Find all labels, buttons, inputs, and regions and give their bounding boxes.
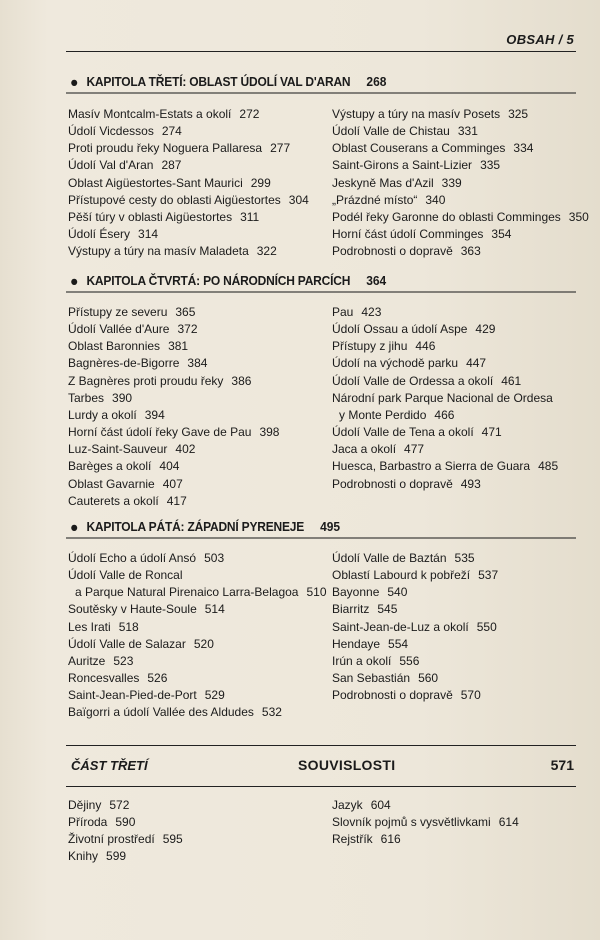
toc-entry-title: a Parque Natural Pirenaico Larra-Belagoa xyxy=(75,585,299,600)
toc-entry xyxy=(68,458,279,475)
toc-entry-page: 529 xyxy=(204,688,225,703)
toc-entry-page: 314 xyxy=(138,227,159,242)
toc-entry xyxy=(68,567,327,584)
toc-entry-page: 398 xyxy=(259,425,280,440)
toc-column-right xyxy=(332,550,498,704)
toc-entry-title: Oblast Aigüestortes-Sant Maurici xyxy=(68,175,243,190)
toc-entry-title: Jeskyně Mas d'Azil xyxy=(332,175,434,190)
toc-entry-page: 616 xyxy=(380,832,401,847)
toc-entry xyxy=(68,653,327,670)
toc-entry-page: 350 xyxy=(568,209,589,224)
toc-entry-title: Horní část údolí řeky Gave de Pau xyxy=(68,425,252,440)
toc-entry xyxy=(68,670,327,687)
toc-entry xyxy=(68,601,327,618)
toc-column-left xyxy=(68,304,279,510)
toc-entry-page: 556 xyxy=(399,653,420,668)
toc-entry xyxy=(68,140,309,157)
toc-entry-page: 334 xyxy=(513,141,534,156)
chapter-heading xyxy=(66,71,576,93)
toc-entry-title: San Sebastián xyxy=(332,671,411,686)
toc-entry-title: Údolí Valle de Chistau xyxy=(332,124,450,139)
toc-entry-title: Údolí Valle de Ordessa a okolí xyxy=(332,373,494,388)
toc-entry-page: 417 xyxy=(166,493,187,508)
toc-entry-page: 471 xyxy=(481,425,502,440)
toc-entry-title: Roncesvalles xyxy=(68,671,140,686)
toc-entry xyxy=(332,458,558,475)
toc-entry-title: „Prázdné místo“ xyxy=(332,192,418,207)
toc-column-right xyxy=(332,304,558,493)
toc-entry-title: Přístupy z jihu xyxy=(332,339,408,354)
toc-entry xyxy=(68,831,183,848)
toc-entry-page: 365 xyxy=(175,305,196,319)
toc-entry-page: 447 xyxy=(466,356,487,371)
toc-entry xyxy=(68,619,327,636)
toc-entry-page: 599 xyxy=(106,849,127,864)
toc-entry-page: 386 xyxy=(231,373,252,388)
toc-entry-title: Biarritz xyxy=(332,602,370,617)
toc-entry-title: Výstupy a túry na masív Posets xyxy=(332,107,501,121)
toc-entry-title: Údolí Val d'Aran xyxy=(68,158,154,173)
toc-column-left xyxy=(68,797,183,866)
toc-entry-title: Luz-Saint-Sauveur xyxy=(68,442,168,457)
chapter-page: 268 xyxy=(366,74,387,90)
toc-entry xyxy=(332,584,498,601)
toc-entry-title: Údolí Valle de Salazar xyxy=(68,636,186,651)
toc-entry xyxy=(332,476,558,493)
toc-entry xyxy=(332,653,498,670)
toc-entry xyxy=(332,424,558,441)
toc-entry xyxy=(332,106,589,123)
toc-entry-title: Irún a okolí xyxy=(332,653,392,668)
chapter-title: KAPITOLA ČTVRTÁ: PO NÁRODNÍCH PARCÍCH xyxy=(86,273,351,289)
toc-entry-title: Přístupy ze severu xyxy=(68,305,168,319)
toc-entry-page: 550 xyxy=(476,619,497,634)
toc-entry xyxy=(68,390,279,407)
toc-entry-page: 423 xyxy=(361,305,382,319)
toc-entry xyxy=(332,567,498,584)
toc-entry xyxy=(68,192,309,209)
toc-entry-title: Údolí Valle de Baztán xyxy=(332,551,447,565)
toc-entry xyxy=(332,636,498,653)
toc-entry xyxy=(332,390,558,407)
toc-entry xyxy=(332,338,558,355)
toc-entry-page: 554 xyxy=(388,636,409,651)
toc-entry xyxy=(68,355,279,372)
toc-entry-title: Slovník pojmů s vysvětlivkami xyxy=(332,815,491,830)
chapter-page: 495 xyxy=(320,519,341,535)
toc-column-right xyxy=(332,797,519,848)
toc-entry xyxy=(68,157,309,174)
toc-entry-title: Životní prostředí xyxy=(68,832,155,847)
toc-entry xyxy=(332,373,558,390)
toc-entry-title: Pau xyxy=(332,305,354,319)
toc-column-right xyxy=(332,106,589,260)
toc-entry xyxy=(332,321,558,338)
toc-entry-title: Barèges a okolí xyxy=(68,459,152,474)
toc-entry-title: Pěší túry v oblasti Aigüestortes xyxy=(68,209,233,224)
toc-entry xyxy=(332,670,498,687)
toc-column-left xyxy=(68,550,327,722)
toc-entry-page: 595 xyxy=(162,832,183,847)
toc-entry-title: Rejstřík xyxy=(332,832,373,847)
toc-entry-page: 354 xyxy=(491,227,512,242)
toc-entry-page: 537 xyxy=(478,568,499,583)
toc-entry-page: 287 xyxy=(161,158,182,173)
toc-entry xyxy=(68,407,279,424)
toc-entry xyxy=(68,226,309,243)
toc-entry-page: 523 xyxy=(113,653,134,668)
toc-entry-title: Proti proudu řeky Noguera Pallaresa xyxy=(68,141,263,156)
toc-entry-page: 331 xyxy=(457,124,478,139)
toc-entry-page: 572 xyxy=(109,798,130,812)
toc-entry xyxy=(68,175,309,192)
toc-entry-page: 560 xyxy=(418,671,439,686)
toc-entry xyxy=(68,209,309,226)
toc-entry-title: y Monte Perdido xyxy=(339,407,427,422)
toc-entry xyxy=(332,441,558,458)
toc-entry-title: Huesca, Barbastro a Sierra de Guara xyxy=(332,459,531,474)
toc-entry-title: Lurdy a okolí xyxy=(68,407,137,422)
toc-entry-title: Oblast Baronnies xyxy=(68,339,161,354)
toc-entry-page: 394 xyxy=(144,407,165,422)
toc-entry-page: 390 xyxy=(112,390,133,405)
running-head: OBSAH / 5 xyxy=(506,32,574,47)
toc-entry-page: 304 xyxy=(288,192,309,207)
toc-entry-title: Z Bagnères proti proudu řeky xyxy=(68,373,224,388)
toc-entry xyxy=(332,209,589,226)
toc-entry-title: Výstupy a túry na masív Maladeta xyxy=(68,244,249,259)
toc-entry xyxy=(68,493,279,510)
toc-entry-page: 335 xyxy=(480,158,501,173)
part-title: SOUVISLOSTI xyxy=(298,757,396,773)
toc-entry-page: 518 xyxy=(118,619,139,634)
toc-entry xyxy=(68,797,183,814)
toc-entry-title: Masív Montcalm-Estats a okolí xyxy=(68,107,232,121)
toc-entry-title: Oblastí Labourd k pobřeží xyxy=(332,568,471,583)
toc-entry-title: Bayonne xyxy=(332,585,380,600)
toc-entry-title: Bagnères-de-Bigorre xyxy=(68,356,180,371)
toc-entry-page: 402 xyxy=(175,442,196,457)
toc-entry-page: 477 xyxy=(404,442,425,457)
toc-entry-title: Oblast Couserans a Comminges xyxy=(332,141,506,156)
toc-entry-title: Údolí Valle de Tena a okolí xyxy=(332,425,474,440)
toc-entry-title: Údolí Ésery xyxy=(68,227,131,242)
toc-entry-page: 311 xyxy=(240,209,260,224)
toc-entry-title: Soutěsky v Haute-Soule xyxy=(68,602,197,617)
toc-entry-page: 407 xyxy=(162,476,183,491)
toc-entry-page: 404 xyxy=(159,459,180,474)
toc-entry-page: 384 xyxy=(187,356,208,371)
toc-entry xyxy=(68,636,327,653)
toc-entry xyxy=(68,424,279,441)
toc-entry xyxy=(332,814,519,831)
toc-entry-page: 614 xyxy=(498,815,519,830)
toc-column-left xyxy=(68,106,309,260)
toc-entry-page: 272 xyxy=(239,107,260,121)
chapter-heading xyxy=(66,516,576,538)
bullet-icon: ● xyxy=(70,518,79,536)
toc-entry xyxy=(332,407,558,424)
toc-entry-page: 299 xyxy=(250,175,271,190)
toc-entry-page: 372 xyxy=(177,322,198,337)
toc-entry xyxy=(332,601,498,618)
toc-entry-page: 514 xyxy=(204,602,225,617)
toc-entry-page: 590 xyxy=(115,815,136,830)
toc-entry-page: 532 xyxy=(261,705,282,720)
toc-entry xyxy=(332,192,589,209)
toc-entry-title: Horní část údolí Comminges xyxy=(332,227,484,242)
toc-entry-title: Saint-Girons a Saint-Lizier xyxy=(332,158,473,173)
toc-entry-page: 604 xyxy=(370,798,391,812)
toc-entry xyxy=(332,619,498,636)
toc-entry xyxy=(68,123,309,140)
toc-entry-title: Údolí na východě parku xyxy=(332,356,459,371)
toc-entry-title: Údolí Echo a údolí Ansó xyxy=(68,551,197,565)
toc-entry xyxy=(68,550,327,567)
toc-entry-title: Národní park Parque Nacional de Ordesa xyxy=(332,390,553,405)
toc-entry xyxy=(68,814,183,831)
toc-entry-page: 322 xyxy=(256,244,277,259)
toc-entry-page: 520 xyxy=(193,636,214,651)
toc-entry-title: Příroda xyxy=(68,815,108,830)
toc-entry-title: Údolí Vicdessos xyxy=(68,124,154,139)
toc-entry-title: Les Irati xyxy=(68,619,111,634)
toc-entry xyxy=(332,304,558,321)
toc-entry xyxy=(332,687,498,704)
toc-entry xyxy=(332,226,589,243)
toc-entry xyxy=(68,373,279,390)
toc-entry xyxy=(68,848,183,865)
toc-entry xyxy=(332,123,589,140)
toc-entry-page: 570 xyxy=(460,688,481,703)
toc-entry xyxy=(68,304,279,321)
toc-entry-page: 446 xyxy=(415,339,436,354)
part-label: ČÁST TŘETÍ xyxy=(71,758,148,773)
bullet-icon: ● xyxy=(70,272,79,290)
toc-entry xyxy=(332,797,519,814)
toc-entry-title: Přístupové cesty do oblasti Aigüestortes xyxy=(68,192,281,207)
toc-entry xyxy=(68,243,309,260)
part-page: 571 xyxy=(550,757,574,773)
toc-entry-title: Jazyk xyxy=(332,798,363,812)
toc-entry-title: Auritze xyxy=(68,653,106,668)
toc-entry xyxy=(332,831,519,848)
toc-entry-title: Podél řeky Garonne do oblasti Comminges xyxy=(332,209,561,224)
toc-entry-title: Tarbes xyxy=(68,390,105,405)
toc-entry-title: Dějiny xyxy=(68,798,102,812)
toc-entry-page: 526 xyxy=(147,671,168,686)
toc-entry-page: 540 xyxy=(387,585,408,600)
toc-entry-title: Podrobnosti o dopravě xyxy=(332,476,453,491)
chapter-title: KAPITOLA TŘETÍ: OBLAST ÚDOLÍ VAL D'ARAN xyxy=(86,74,351,90)
toc-entry-page: 274 xyxy=(161,124,182,139)
toc-entry xyxy=(332,355,558,372)
toc-entry-title: Knihy xyxy=(68,849,99,864)
toc-entry xyxy=(68,441,279,458)
toc-entry xyxy=(68,476,279,493)
toc-entry-page: 381 xyxy=(168,339,189,354)
toc-entry xyxy=(68,704,327,721)
toc-entry-page: 493 xyxy=(460,476,481,491)
part-heading xyxy=(66,745,576,787)
toc-entry-title: Údolí Ossau a údolí Aspe xyxy=(332,322,468,337)
toc-entry-title: Baïgorri a údolí Vallée des Aldudes xyxy=(68,705,254,720)
toc-entry xyxy=(68,338,279,355)
toc-entry-title: Jaca a okolí xyxy=(332,442,397,457)
toc-entry xyxy=(68,584,327,601)
toc-entry-page: 340 xyxy=(425,192,446,207)
toc-entry-page: 429 xyxy=(475,322,496,337)
toc-entry-page: 535 xyxy=(454,551,475,565)
toc-entry xyxy=(332,140,589,157)
toc-entry xyxy=(332,243,589,260)
toc-entry-page: 545 xyxy=(377,602,398,617)
toc-entry-title: Údolí Vallée d'Aure xyxy=(68,322,170,337)
toc-entry-title: Podrobnosti o dopravě xyxy=(332,688,453,703)
toc-entry-title: Oblast Gavarnie xyxy=(68,476,155,491)
top-rule xyxy=(66,51,576,52)
toc-entry-page: 339 xyxy=(441,175,462,190)
chapter-page: 364 xyxy=(366,273,387,289)
chapter-title: KAPITOLA PÁTÁ: ZÁPADNÍ PYRENEJE xyxy=(86,519,305,535)
toc-entry-page: 503 xyxy=(204,551,225,565)
toc-entry-page: 466 xyxy=(434,407,455,422)
toc-entry-title: Údolí Valle de Roncal xyxy=(68,568,183,583)
toc-entry xyxy=(332,175,589,192)
toc-entry-page: 363 xyxy=(460,244,481,259)
toc-entry xyxy=(332,157,589,174)
toc-entry-title: Podrobnosti o dopravě xyxy=(332,244,453,259)
toc-entry-page: 325 xyxy=(508,107,529,121)
bullet-icon: ● xyxy=(70,73,79,91)
toc-entry-page: 277 xyxy=(270,141,291,156)
toc-entry xyxy=(68,687,327,704)
toc-entry-title: Hendaye xyxy=(332,636,381,651)
toc-entry-page: 485 xyxy=(538,459,559,474)
toc-entry-page: 461 xyxy=(501,373,522,388)
chapter-heading xyxy=(66,270,576,292)
toc-entry-title: Saint-Jean-Pied-de-Port xyxy=(68,688,197,703)
toc-entry xyxy=(68,106,309,123)
toc-entry xyxy=(332,550,498,567)
toc-entry-title: Saint-Jean-de-Luz a okolí xyxy=(332,619,469,634)
toc-entry-page: 510 xyxy=(306,585,327,600)
toc-entry-title: Cauterets a okolí xyxy=(68,493,159,508)
toc-entry xyxy=(68,321,279,338)
